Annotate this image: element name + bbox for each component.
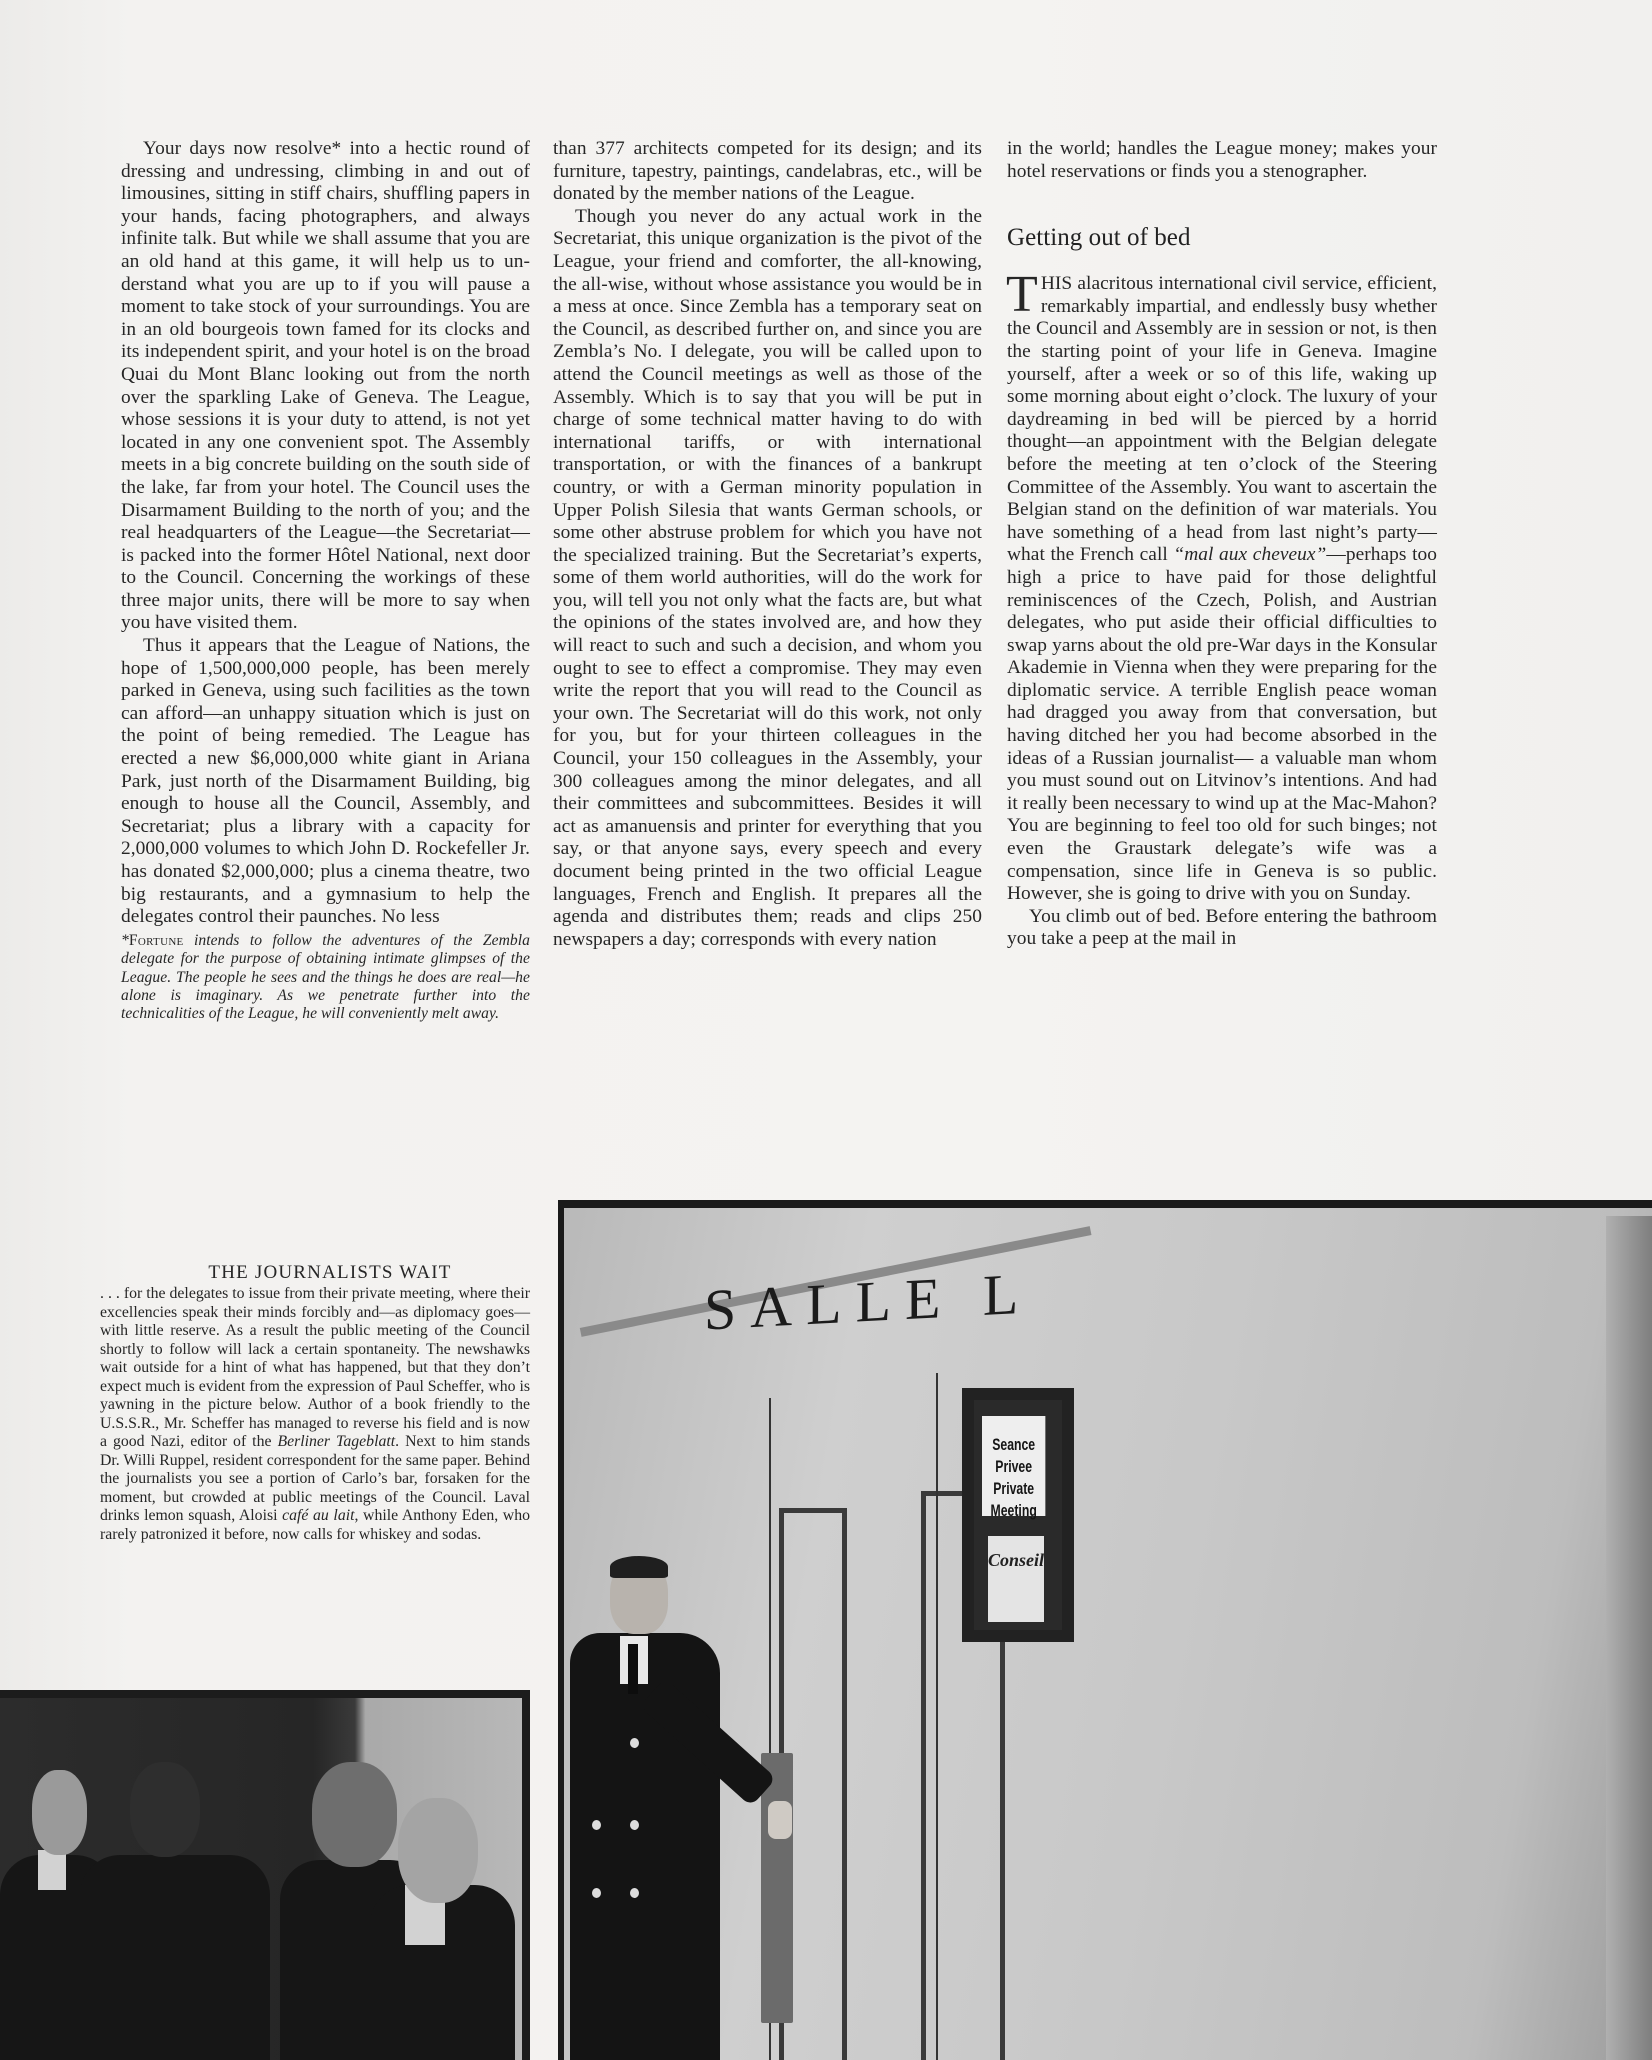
coat-button <box>592 1820 601 1830</box>
footnote-brand: Fortune <box>128 931 184 949</box>
figure-shirt <box>38 1850 66 1890</box>
coat-button <box>630 1738 639 1748</box>
caption-text-part: , while Anthony Eden, who rarely patronized it before, now calls for whiskey and sodas. <box>100 1507 530 1543</box>
article-column-3 <box>1007 138 1437 951</box>
notice-frame <box>962 1388 1074 1642</box>
caption-title: THE JOURNALISTS WAIT <box>208 1262 452 1283</box>
figure-face <box>398 1798 478 1903</box>
paragraph: Thus it appears that the League of Nations, the hope of 1,500,000,000 people, has been merely parked in Geneva, using such facilities as the town can afford—an unhappy situation which is just on the point of being remedied. The League has erected a new $6,000,000 white giant in Ariana Park, just north of the Disarmament Building, big enough to house all the Council, Assembly, and Secretariat; plus a library with a capacity for 2,000,000 volumes to which John D. Rockefeller Jr. has donated $2,000,000; plus a cinema theatre, two big restaurants, and a gymnasium to help the delegates control their paunches. No less <box>121 635 530 928</box>
photo-doorman-salle-l <box>558 1200 1652 2060</box>
caption-text-part: . Next to him stands Dr. Willi Ruppel, resident correspondent for the same paper. Behind the journalists you see a portion of Carlo’s bar, forsaken for the moment, but crowded at public meetings of the Council. Laval drinks lemon squash, Aloisi <box>100 1433 531 1524</box>
italic-phrase: “mal aux cheveux” <box>1173 544 1327 566</box>
wall-sign-salle-l: SALLE L <box>704 1260 1033 1343</box>
photo-wall <box>564 1208 1652 2060</box>
photo-caption <box>100 1262 530 1544</box>
coat-button <box>630 1820 639 1830</box>
doorman-coat <box>570 1633 720 2060</box>
coat-button <box>592 1888 601 1898</box>
notice-line: Seance Privee <box>992 1435 1036 1476</box>
figure-face <box>312 1762 397 1867</box>
notice-private-meeting <box>982 1416 1045 1520</box>
door-seam <box>936 1373 938 2060</box>
doorman-figure <box>570 1558 810 2060</box>
drop-cap: T <box>1006 266 1038 324</box>
photo-edge-shadow <box>1606 1216 1652 2060</box>
caption-italic: café au lait <box>282 1507 355 1524</box>
paragraph-text: —perhaps too high a price to have paid for those delightful reminiscences of the Czech, Polish, and Austrian delegates, who put aside their official difficulties to swap yarns about the old pre-War days in the Konsular Akademie in Vienna when they were preparing for the diplomatic service. A terrible English peace woman had dragged you away from that conversation, but having ditched her you had become absorbed in the ideas of a Russian journalist— a valuable man whom you must sound out on Litvinov’s intentions. And had it really been necessary to wind up at the Mac-Mahon? You are beginning to feel too old for such binges; not even the Graustark delegate’s wife was a compensation, since life in Geneva is so public. However, she is going to drive with you on Sunday. <box>1007 544 1438 905</box>
paragraph: Though you never do any actual work in the Secretariat, this unique organization is the pivot of the League, your friend and comforter, the all-knowing, the all-wise, without whose assistance you would be in a mess at once. Since Zembla has a temporary seat on the Council, as described further on, and since you are Zembla’s No. I delegate, you will be called upon to attend the Council meetings as well as those of the Assembly. Which is to say that you will be put in charge of some technical matter having to do with international tariffs, or with international transportation, or with the finances of a bankrupt country, or with a German minority population in Upper Polish Silesia that wants German schools, or some other abstruse problem for which you have not the specialized training. But the Secretariat’s experts, some of them world authorities, will do the work for you, will tell you not only what the facts are, but what the opinions of the states involved are, and how they will react to such and such a decision, and whom you ought to see to effect a compromise. They may even write the report that you will read to the Council as your own. The Secretariat will do this work, not only for you, but for your thirteen colleagues in the Council, your 150 colleagues in the Assembly, your 300 colleagues among the minor delegates, and all their committees and subcommittees. Besides it will act as amanuensis and printer for everything that you say, or that anyone says, every speech and every document being printed in the two official League languages, French and English. It prepares all the agenda and distributes them; reads and clips 250 newspapers a day; corresponds with every nation <box>553 205 982 950</box>
figure-head-back <box>130 1762 200 1857</box>
photo-journalists <box>0 1690 530 2060</box>
caption-italic: Berliner Tageblatt <box>277 1433 396 1450</box>
article-column-2 <box>553 138 982 951</box>
paragraph: You climb out of bed. Before entering the bathroom you take a peep at the mail in <box>1007 905 1437 950</box>
paragraph: than 377 architects competed for its design; and its furniture, tapestry, paintings, candelabras, etc., will be donated by the member nations of the League. <box>553 138 982 205</box>
figure-face <box>32 1770 87 1855</box>
notice-council: Conseil <box>988 1536 1044 1622</box>
paragraph: in the world; handles the League money; makes your hotel reservations or finds you a stenographer. <box>1007 138 1437 182</box>
notice-line: Private Meeting <box>990 1479 1037 1520</box>
paragraph: Your days now resolve* into a hectic round of dressing and undressing, climbing in and out of limousines, sitting in stiff chairs, shuffling papers in your hands, facing photographers, and always infinite talk. But while we shall assume that you are an old hand at this game, it will help us to understand what you are up to if you will pause a moment to take stock of your surroundings. You are in an old bourgeois town famed for its clocks and its independent spirit, and your hotel is on the broad Quai du Mont Blanc looking out from the north over the sparkling Lake of Geneva. The League, whose sessions it is your duty to attend, is not yet located in any one convenient spot. The Assembly meets in a big concrete building on the south side of the lake, far from your hotel. The Council uses the Disarmament Building to the north of you; and the real headquarters of the League—the Secretariat—is packed into the former Hôtel National, next door to the Council. Concerning the workings of these three major units, there will be more to say when you have visited them. <box>121 138 530 634</box>
doorman-hand <box>768 1801 792 1839</box>
article-column-1 <box>121 138 530 1024</box>
doorman-hair <box>610 1556 668 1578</box>
caption-text <box>100 1285 530 1544</box>
doorman-tie <box>628 1644 638 1694</box>
footnote-marker: * <box>121 931 129 949</box>
paragraph-text: HIS alacritous international civil service, efficient, remarkably impartial, and endlessly busy whether the Council and Assembly are in session or not, is then the starting point of your life in Geneva. Imagine yourself, after a week or so of this life, waking up some morning about eight o’clock. The luxury of your daydreaming in bed will be pierced by a horrid thought—an appointment with the Belgian delegate before the meeting at ten o’clock of the Steering Committee of the Assembly. You want to ascertain the Belgian stand on the definition of war materials. You have something of a head from last night’s party—what the French call <box>1007 273 1437 566</box>
caption-text-part: . . . for the delegates to issue from their private meeting, where their excellencies speak their minds forcibly and—as diplomacy goes—with little reserve. As a result the public meeting of the Council shortly to follow will lack a certain spontaneity. The newshawks wait outside for a hint of what has happened, but that they don’t expect much is evident from the expression of Paul Scheffer, who is yawning in the picture below. Author of a book friendly to the U.S.S.R., Mr. Scheffer has managed to reverse his field and is now a good Nazi, editor of the <box>100 1285 530 1450</box>
figure-body <box>80 1855 270 2060</box>
section-heading: Getting out of bed <box>1007 224 1191 252</box>
paragraph <box>1006 266 1438 906</box>
footnote <box>121 932 530 1024</box>
footnote-text: intends to follow the adventures of the Zembla delegate for the purpose of obtaining intimate glimpses of the League. The people he sees and the things he does are real—he alone is imaginary. As we penetrate further into the technicalities of the League, he will conveniently melt away. <box>121 931 530 1023</box>
coat-button <box>630 1888 639 1898</box>
